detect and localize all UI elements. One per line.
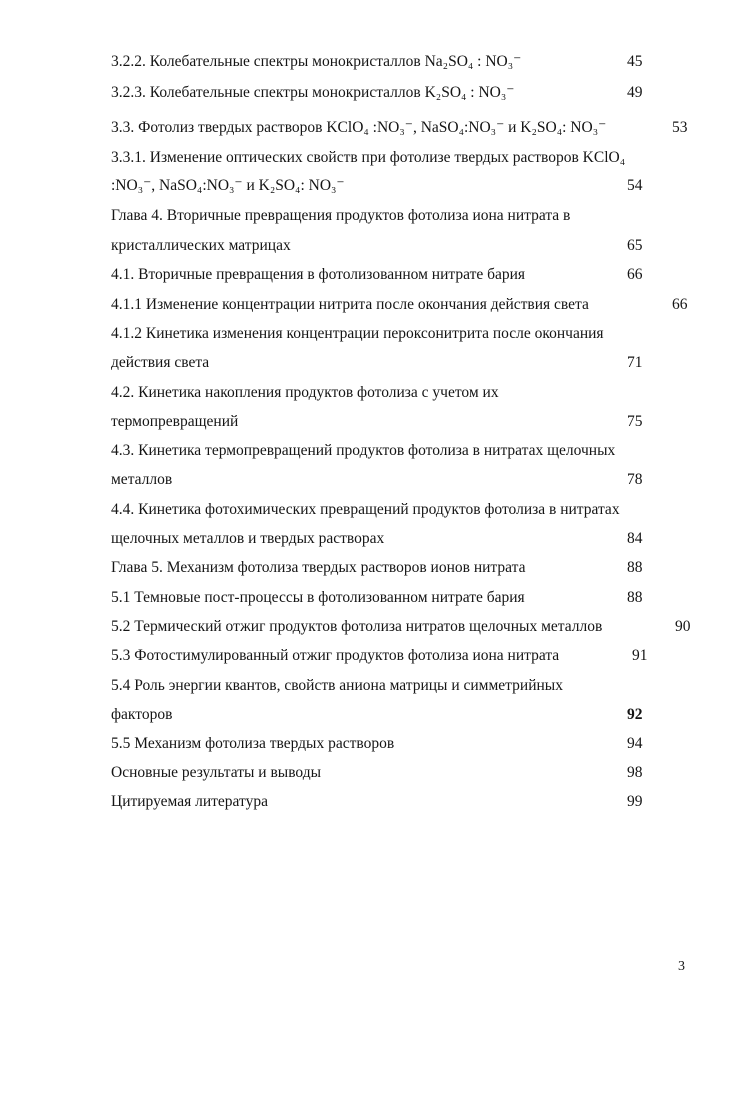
toc-entry-page: 65 [627, 237, 643, 254]
toc-entry-title: 4.2. Кинетика накопления продуктов фотолиза с учетом их [111, 384, 499, 401]
toc-entry-title: 3.2.2. Колебательные спектры монокристаллов Na₂SO₄ : NO₃⁻ [111, 53, 522, 70]
toc-entry-title: 4.4. Кинетика фотохимических превращений продуктов фотолиза в нитратах [111, 501, 620, 518]
toc-entry-page: 90 [675, 618, 691, 635]
toc-entry-title: 3.3.1. Изменение оптических свойств при фотолизе твердых растворов KClO₄ [111, 149, 626, 166]
toc-entry-page: 78 [627, 471, 643, 488]
toc-entry-page: 45 [627, 53, 643, 70]
toc-entry-page: 49 [627, 84, 643, 101]
toc-entry-continuation: :NO₃⁻, NaSO₄:NO₃⁻ и K₂SO₄: NO₃⁻ [111, 177, 345, 194]
toc-entry-title: Глава 5. Механизм фотолиза твердых растворов ионов нитрата [111, 559, 526, 576]
toc-entry-continuation: щелочных металлов и твердых растворах [111, 530, 385, 547]
toc-entry-page: 99 [627, 793, 643, 810]
toc-entry-title: 4.3. Кинетика термопревращений продуктов фотолиза в нитратах щелочных [111, 442, 616, 459]
toc-entry-title: 4.1.2 Кинетика изменения концентрации пероксонитрита после окончания [111, 325, 604, 342]
toc-entry-page: 66 [672, 296, 688, 313]
toc-entry-title: 3.2.3. Колебательные спектры монокристаллов K₂SO₄ : NO₃⁻ [111, 84, 515, 101]
toc-entry-page: 75 [627, 413, 643, 430]
toc-entry-page: 53 [672, 119, 688, 136]
toc-entry-page: 66 [627, 266, 643, 283]
page-number: 3 [678, 959, 685, 974]
toc-entry-title: 5.2 Термический отжиг продуктов фотолиза нитратов щелочных металлов [111, 618, 603, 635]
toc-entry-page: 71 [627, 354, 643, 371]
toc-entry-title: 5.5 Механизм фотолиза твердых растворов [111, 735, 395, 752]
toc-entry-page: 88 [627, 589, 643, 606]
toc-entry-title: 3.3. Фотолиз твердых растворов KClO₄ :NO₃⁻, NaSO₄:NO₃⁻ и K₂SO₄: NO₃⁻ [111, 119, 607, 136]
toc-entry-title: 5.1 Темновые пост-процессы в фотолизованном нитрате бария [111, 589, 525, 606]
toc-entry-page: 92 [627, 706, 643, 723]
toc-entry-title: 5.3 Фотостимулированный отжиг продуктов фотолиза иона нитрата [111, 647, 560, 664]
toc-entry-continuation: термопревращений [111, 413, 239, 430]
toc-entry-page: 84 [627, 530, 643, 547]
toc-entry-page: 88 [627, 559, 643, 576]
toc-entry-title: 4.1.1 Изменение концентрации нитрита после окончания действия света [111, 296, 589, 313]
toc-entry-page: 94 [627, 735, 643, 752]
toc-entry-continuation: кристаллических матрицах [111, 237, 291, 254]
toc-entry-title: Цитируемая литература [111, 793, 268, 810]
toc-entry-title: Основные результаты и выводы [111, 764, 322, 781]
toc-entry-page: 91 [632, 647, 648, 664]
toc-entry-title: 4.1. Вторичные превращения в фотолизованном нитрате бария [111, 266, 526, 283]
toc-entry-continuation: металлов [111, 471, 173, 488]
toc-entry-page: 54 [627, 177, 643, 194]
toc-entry-page: 98 [627, 764, 643, 781]
toc-entry-title: 5.4 Роль энергии квантов, свойств аниона матрицы и симметрийных [111, 677, 563, 694]
toc-entry-continuation: действия света [111, 354, 210, 371]
toc-entry-continuation: факторов [111, 706, 173, 723]
toc-entry-title: Глава 4. Вторичные превращения продуктов фотолиза иона нитрата в [111, 207, 571, 224]
